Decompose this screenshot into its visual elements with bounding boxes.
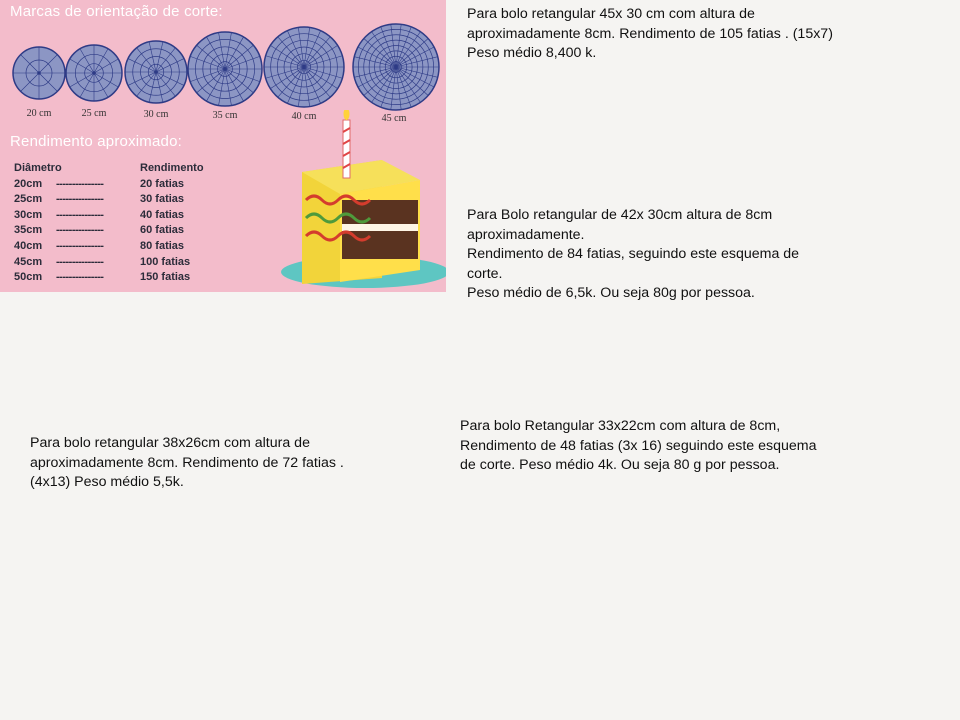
circle-25cm: [66, 45, 122, 101]
circle-30cm: [125, 41, 187, 103]
note-line: aproximadamente.: [467, 226, 585, 243]
row-diameter: 25cm: [14, 193, 43, 206]
row-dashes: ---------------: [56, 193, 104, 206]
note-line: aproximadamente 8cm. Rendimento de 72 fatias .: [30, 454, 344, 471]
row-diameter: 20cm: [14, 177, 43, 190]
row-yield: 20 fatias: [140, 177, 185, 190]
row-yield: 30 fatias: [140, 193, 185, 206]
row-yield: 60 fatias: [140, 224, 185, 237]
row-diameter: 40cm: [14, 239, 43, 252]
note-line: Para bolo retangular 38x26cm com altura de: [30, 435, 310, 451]
note-line: (4x13) Peso médio 5,5k.: [30, 474, 184, 490]
row-dashes: ---------------: [56, 208, 104, 221]
row-diameter: 50cm: [14, 271, 43, 284]
yield-title: Rendimento aproximado:: [10, 133, 182, 150]
circle-label-40: 40 cm: [291, 111, 317, 122]
note-line: Para Bolo retangular de 42x 30cm altura de 8cm: [467, 207, 773, 223]
note-line: Peso médio de 6,5k. Ou seja 80g por pessoa.: [467, 285, 755, 301]
header-yield: Rendimento: [140, 162, 204, 174]
row-diameter: 30cm: [14, 208, 43, 221]
circle-label-35: 35 cm: [212, 110, 238, 121]
row-yield: 40 fatias: [140, 208, 185, 221]
row-dashes: ---------------: [56, 239, 104, 252]
note-line: Para bolo retangular 45x 30 cm com altura de: [467, 6, 755, 22]
circle-35cm: [188, 32, 262, 106]
row-diameter: 45cm: [14, 255, 43, 268]
cake-filling: [342, 224, 418, 231]
note-33x22: [460, 417, 817, 476]
circle-20cm: [13, 47, 65, 99]
circle-label-25: 25 cm: [81, 108, 107, 119]
note-line: corte.: [467, 265, 503, 282]
header-diameter: Diâmetro: [14, 162, 62, 174]
candle-flame: [344, 110, 350, 120]
circle-label-30: 30 cm: [143, 109, 169, 120]
row-dashes: ---------------: [56, 224, 104, 237]
note-line: Para bolo Retangular 33x22cm com altura de 8cm,: [460, 418, 781, 434]
note-line: Rendimento de 48 fatias (3x 16) seguindo este esquema: [460, 437, 817, 454]
note-line: aproximadamente 8cm. Rendimento de 105 fatias . (15x7): [467, 25, 833, 42]
row-yield: 80 fatias: [140, 239, 185, 252]
circle-label-20: 20 cm: [26, 108, 52, 119]
cake-slice-illustration: [270, 110, 446, 292]
circle-45cm: [353, 24, 439, 110]
note-42x30: [467, 206, 799, 304]
note-38x26: [30, 434, 344, 493]
circle-40cm: [264, 27, 344, 107]
row-yield: 150 fatias: [140, 271, 191, 284]
row-diameter: 35cm: [14, 224, 43, 237]
note-line: Peso médio 8,400 k.: [467, 45, 597, 61]
note-line: Rendimento de 84 fatias, seguindo este esquema de: [467, 246, 800, 262]
cake-chart-panel: [0, 0, 446, 292]
circle-label-45: 45 cm: [381, 113, 407, 124]
note-line: de corte. Peso médio 4k. Ou seja 80 g por pessoa.: [460, 457, 780, 473]
row-dashes: ---------------: [56, 255, 104, 268]
note-45x30: [467, 5, 833, 64]
row-dashes: ---------------: [56, 271, 104, 284]
row-yield: 100 fatias: [140, 255, 191, 268]
row-dashes: ---------------: [56, 177, 104, 190]
marks-title: Marcas de orientação de corte:: [10, 3, 223, 20]
cake-layer-1: [342, 200, 418, 224]
